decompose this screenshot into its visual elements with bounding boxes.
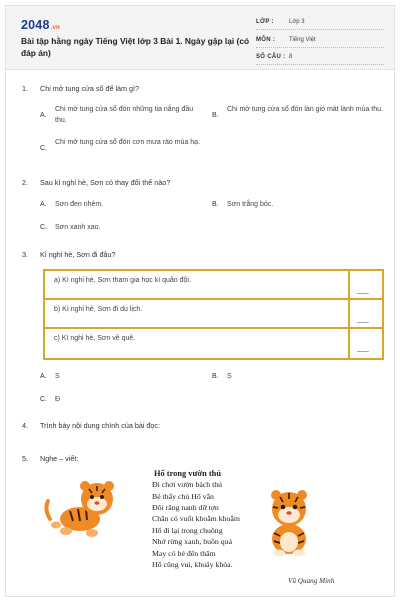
answer-blank[interactable]: ___ (357, 316, 369, 323)
document-title: Bài tập hằng ngày Tiếng Việt lớp 3 Bài 1. Ngày gặp lại (có đáp án) (21, 36, 250, 58)
poem-line: Hổ đi lại trong chuồng (152, 526, 223, 535)
true-false-table (43, 269, 384, 360)
poem-line: Đi chơi vườn bách thú (152, 480, 223, 489)
q1-option-c-letter[interactable]: C. (40, 145, 47, 152)
poem-author: Vũ Quang Minh (288, 577, 335, 585)
q1-option-a[interactable]: Chi mở tung cửa sổ đón những tia nắng đầu thu. (55, 106, 194, 124)
poem-line: May có bé đến thăm (152, 549, 216, 558)
meta-subject: MÔN : Tiếng Việt (256, 34, 384, 48)
worksheet-page (5, 5, 395, 597)
question-5: 5. Nghe – viết: (22, 454, 79, 463)
poem-line: Chân có vuốt khoằm khoằm (152, 514, 240, 523)
meta-grade: LỚP : Lớp 3 (256, 16, 384, 30)
question-3: 3. Kì nghỉ hè, Sơn đi đâu? (22, 250, 116, 259)
q2-option-a-letter[interactable]: A. (40, 201, 47, 208)
table-statement: a) Kì nghỉ hè, Sơn tham gia học kì quân đội. (45, 271, 350, 298)
q1-option-a-letter[interactable]: A. (40, 112, 47, 119)
question-2: 2. Sau kì nghỉ hè, Sơn có thay đổi thế nào? (22, 178, 171, 187)
tiger-illustration-left (42, 479, 124, 543)
q2-option-c[interactable]: Sơn xanh xao. (55, 224, 101, 231)
meta-question-count: SỐ CÂU : 8 (256, 51, 384, 65)
table-row (45, 329, 382, 358)
table-row (45, 300, 382, 329)
q3-option-c-letter[interactable]: C. (40, 396, 47, 403)
poem-line: Nhớ rừng xanh, buồn quá (152, 537, 233, 546)
q2-option-a[interactable]: Sơn đen nhẻm. (55, 201, 104, 208)
q2-option-b-letter[interactable]: B. (212, 201, 219, 208)
q1-option-b-letter[interactable]: B. (212, 112, 219, 119)
poem-line: Bé thấy chú Hổ vằn (152, 492, 214, 501)
q1-option-b[interactable]: Chi mở tung cửa sổ đón làn gió mát lành mùa thu. (227, 106, 383, 113)
question-4: 4. Trình bày nội dung chính của bài đọc: (22, 421, 161, 430)
q3-option-a-letter[interactable]: A. (40, 373, 47, 380)
site-logo[interactable]: 2048.vn (21, 18, 60, 32)
tiger-illustration-right (260, 487, 318, 557)
table-row (45, 271, 382, 300)
q3-option-b[interactable]: S (227, 373, 232, 380)
q2-option-c-letter[interactable]: C. (40, 224, 47, 231)
poem-line: Đôi răng nanh dữ tợn (152, 503, 219, 512)
question-1: 1. Chi mở tung cửa sổ để làm gì? (22, 84, 140, 93)
answer-blank[interactable]: ___ (357, 287, 369, 294)
answer-blank[interactable]: ___ (357, 345, 369, 352)
q3-option-c[interactable]: Đ (55, 396, 61, 403)
q3-option-a[interactable]: S (55, 373, 60, 380)
q1-option-c[interactable]: Chi mở tung cửa sổ đón cơn mưa rào mùa hạ. (55, 139, 201, 146)
worksheet-header (6, 6, 394, 70)
table-statement: c) Kì nghỉ hè, Sơn về quê. (45, 329, 350, 358)
poem-line: Hổ cũng vui, khuây khỏa. (152, 560, 233, 569)
poem-title: Hổ trong vườn thú (154, 469, 221, 478)
q3-option-b-letter[interactable]: B. (212, 373, 219, 380)
q2-option-b[interactable]: Sơn trắng bóc. (227, 201, 274, 208)
table-statement: b) Kì nghỉ hè, Sơn đi du lịch. (45, 300, 350, 327)
